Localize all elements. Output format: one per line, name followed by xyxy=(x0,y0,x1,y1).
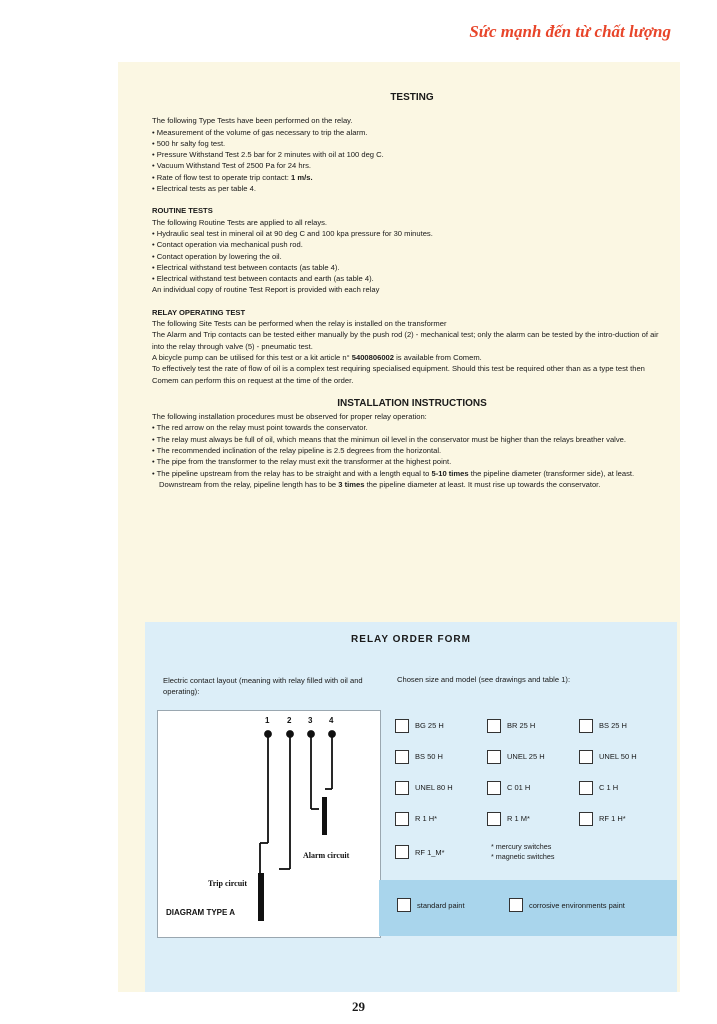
checkbox[interactable] xyxy=(395,812,409,826)
model-checkbox-grid xyxy=(395,710,671,870)
note-mercury: * mercury switches xyxy=(491,842,552,851)
list-item: • Contact operation by lowering the oil. xyxy=(152,251,282,261)
model-option[interactable]: C 1 H xyxy=(579,781,671,795)
form-title: RELAY ORDER FORM xyxy=(351,634,471,645)
diagram-type-label: DIAGRAM TYPE A xyxy=(166,908,236,917)
alarm-circuit-label: Alarm circuit xyxy=(303,851,350,860)
model-option[interactable]: R 1 M* xyxy=(487,812,579,826)
testing-intro: The following Type Tests have been performed on the relay. xyxy=(152,116,353,126)
relay-test-line: To effectively test the rate of flow of oil is a complex test requiring specialised equipment. Should this test be required other than as a type test then Comem can perform this on request at the time of the order. xyxy=(152,364,645,385)
list-item: • Electrical withstand test between contacts (as table 4). xyxy=(152,262,340,272)
model-row xyxy=(395,803,671,834)
checkbox[interactable] xyxy=(487,812,501,826)
relay-test-line: The Alarm and Trip contacts can be tested either manually by the push rod (2) - mechanical test; only the alarm can be tested by the intro-duction of air into the relay through valve (5) - pneumatic test. xyxy=(152,330,659,351)
terminal-number: 1 xyxy=(265,716,270,725)
list-item: • Measurement of the volume of gas necessary to trip the alarm. xyxy=(152,127,368,137)
checkbox[interactable] xyxy=(395,845,409,859)
checkbox[interactable] xyxy=(487,719,501,733)
model-option[interactable]: C 01 H xyxy=(487,781,579,795)
checkbox[interactable] xyxy=(579,781,593,795)
checkbox[interactable] xyxy=(487,750,501,764)
list-item: • Vacuum Withstand Test of 2500 Pa for 24 hrs. xyxy=(152,161,311,171)
testing-title: TESTING xyxy=(390,92,434,103)
installation-intro: The following installation procedures must be observed for proper relay operation: xyxy=(152,412,427,422)
list-item: Downstream from the relay, pipeline length has to be 3 times the pipeline diameter at least. It must rise up towards the conservator. xyxy=(159,479,601,489)
list-item: • The pipeline upstream from the relay has to be straight and with a length equal to 5-10 times the pipeline diameter (transformer side), at least. xyxy=(152,468,635,478)
terminal-number: 2 xyxy=(287,716,292,725)
content xyxy=(152,92,672,490)
trip-circuit-label: Trip circuit xyxy=(208,879,248,888)
relay-test-title: RELAY OPERATING TEST xyxy=(152,307,246,317)
model-row xyxy=(395,741,671,772)
checkbox[interactable] xyxy=(395,719,409,733)
relay-test-line: The following Site Tests can be performed when the relay is installed on the transformer xyxy=(152,319,447,329)
paint-options xyxy=(379,880,677,936)
page-number: 29 xyxy=(352,999,365,1014)
contact-layout-label: Electric contact layout (meaning with relay filled with oil and operating): xyxy=(163,676,363,696)
list-item: • The red arrow on the relay must point towards the conservator. xyxy=(152,423,368,433)
model-row xyxy=(395,772,671,803)
list-item: • Rate of flow test to operate trip contact: 1 m/s. xyxy=(152,172,313,182)
model-option[interactable]: BS 50 H xyxy=(395,750,487,764)
list-item: • Pressure Withstand Test 2.5 bar for 2 minutes with oil at 100 deg C. xyxy=(152,150,384,160)
model-option[interactable]: BS 25 H xyxy=(579,719,671,733)
model-option[interactable]: UNEL 50 H xyxy=(579,750,671,764)
list-item: • Hydraulic seal test in mineral oil at 90 deg C and 100 kpa pressure for 30 minutes. xyxy=(152,228,433,238)
routine-outro: An individual copy of routine Test Report is provided with each relay xyxy=(152,285,380,295)
model-option[interactable]: RF 1 H* xyxy=(579,812,671,826)
contact-diagram xyxy=(157,710,381,938)
checkbox[interactable] xyxy=(395,781,409,795)
list-item: • Contact operation via mechanical push rod. xyxy=(152,240,303,250)
paint-option-corrosive[interactable]: corrosive environments paint xyxy=(509,898,625,912)
checkbox[interactable] xyxy=(579,719,593,733)
terminal-number: 4 xyxy=(329,716,334,725)
checkbox[interactable] xyxy=(395,750,409,764)
checkbox[interactable] xyxy=(397,898,411,912)
routine-intro: The following Routine Tests are applied to all relays. xyxy=(152,217,328,227)
list-item: • Electrical tests as per table 4. xyxy=(152,184,256,194)
list-item: • Electrical withstand test between contacts and earth (as table 4). xyxy=(152,274,374,284)
relay-order-form xyxy=(145,622,677,992)
note-magnetic: * magnetic switches xyxy=(491,852,555,861)
model-option[interactable]: UNEL 25 H xyxy=(487,750,579,764)
model-option[interactable]: RF 1_M* xyxy=(395,845,487,859)
installation-title: INSTALLATION INSTRUCTIONS xyxy=(337,397,487,409)
model-option[interactable]: UNEL 80 H xyxy=(395,781,487,795)
list-item: • The pipe from the transformer to the relay must exit the transformer at the highest point. xyxy=(152,457,452,467)
checkbox[interactable] xyxy=(579,812,593,826)
list-item: • The relay must always be full of oil, which means that the minimun oil level in the conservator must be higher than the relays breather valve. xyxy=(152,434,626,444)
paint-option-standard[interactable]: standard paint xyxy=(397,898,465,912)
diagram-drawing xyxy=(158,711,380,937)
checkbox[interactable] xyxy=(579,750,593,764)
model-row xyxy=(395,710,671,741)
list-item: • The recommended inclination of the relay pipeline is 2.5 degrees from the horizontal. xyxy=(152,446,442,456)
model-option[interactable]: BR 25 H xyxy=(487,719,579,733)
list-item: • 500 hr salty fog test. xyxy=(152,138,226,148)
header-slogan: Sức mạnh đến từ chất lượng xyxy=(469,22,671,41)
checkbox[interactable] xyxy=(509,898,523,912)
terminal-number: 3 xyxy=(308,716,313,725)
relay-test-line: A bicycle pump can be utilised for this test or a kit article n° 5400806002 is available from Comem. xyxy=(152,352,482,362)
switch-notes xyxy=(491,842,555,862)
checkbox[interactable] xyxy=(487,781,501,795)
routine-title: ROUTINE TESTS xyxy=(152,206,213,216)
model-row xyxy=(395,834,671,870)
model-option[interactable]: BG 25 H xyxy=(395,719,487,733)
model-option[interactable]: R 1 H* xyxy=(395,812,487,826)
model-label: Chosen size and model (see drawings and table 1): xyxy=(397,675,571,684)
